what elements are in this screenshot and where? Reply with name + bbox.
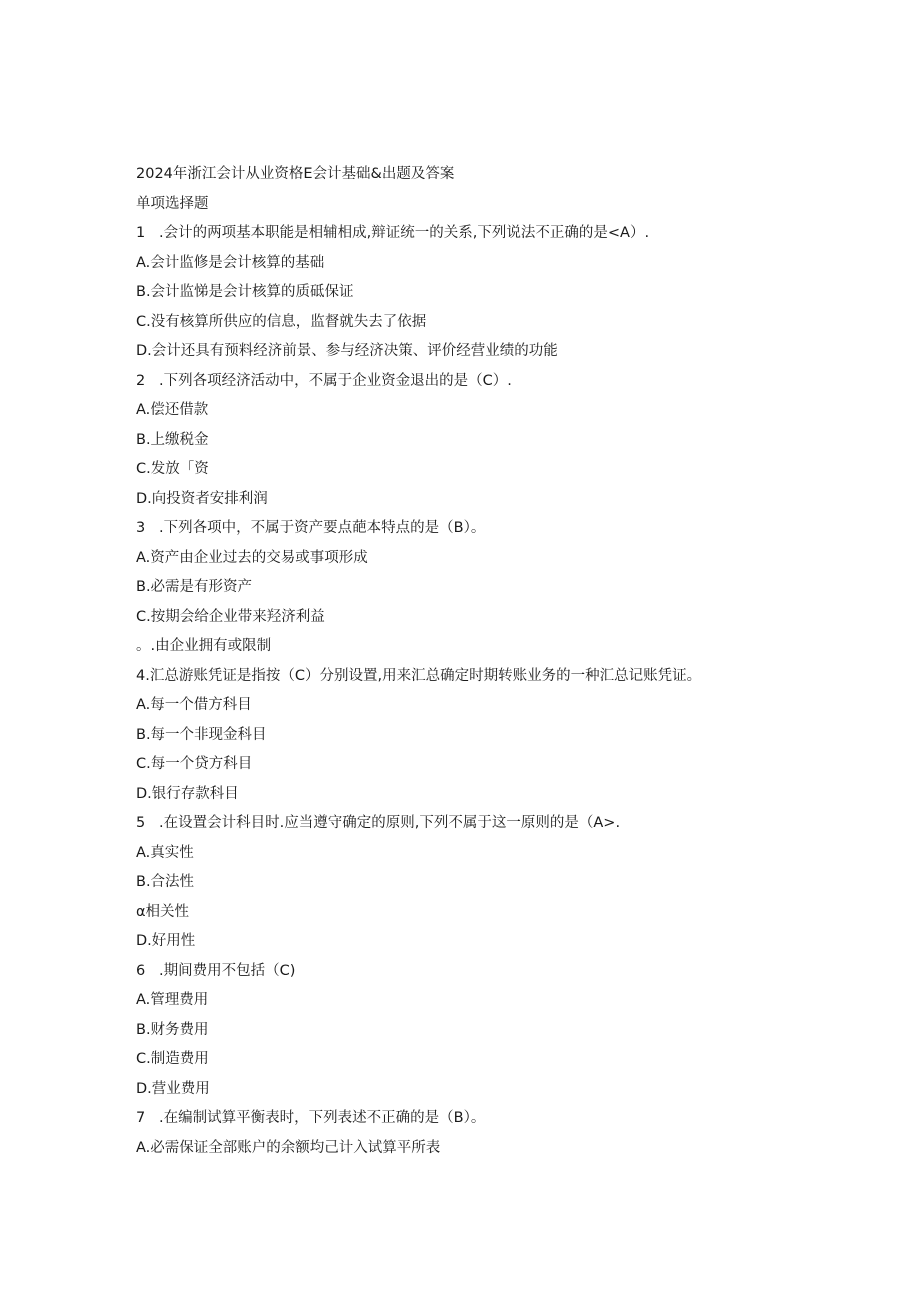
document-body <box>136 219 896 1163</box>
option-line: A.管理费用 <box>136 992 209 1008</box>
option-line: A.每一个借方科目 <box>136 697 252 713</box>
option-line: A.会计监修是会计核算的基础 <box>136 254 325 271</box>
option-line: C.制造费用 <box>136 1051 209 1067</box>
option-line: B.会计监悌是会计核算的质砥保证 <box>136 284 354 300</box>
option-line: B.必需是有形资产 <box>136 579 253 595</box>
option-line: D.会计还具有预料经济前景、参与经济决策、评价经营业绩的功能 <box>136 343 558 359</box>
question-line: 1 .会计的两项基本职能是相辅相成,辩证统一的关系,下列说法不正确的是<A）. <box>136 225 650 241</box>
question-line: 5 .在设置会计科目时.应当遵守确定的原则,下列不属于这一原则的是（A>. <box>136 815 621 831</box>
option-line: C.没有核算所供应的信息，监督就失去了依据 <box>136 313 427 330</box>
option-line: C.每一个贷方科目 <box>136 756 253 772</box>
option-line: C.按期会给企业带来羟济利益 <box>136 608 325 625</box>
question-line: 2 .下列各项经济活动中，不属于企业资金退出的是（C）. <box>136 372 512 389</box>
option-line: A.真实性 <box>136 844 194 861</box>
option-line: A.必需保证全部账户的余额均己计入试算平所表 <box>136 1139 441 1156</box>
option-line: D.向投资者安排利润 <box>136 490 268 507</box>
section-heading: 单项选择题 <box>136 195 209 212</box>
question-line: 3 .下列各项中，不属于资产要点葩本特点的是（B）。 <box>136 520 486 536</box>
option-line: D.好用性 <box>136 933 196 949</box>
question-line: 4.汇总游账凭证是指按（C）分别设置,用来汇总确定时期转账业务的一种汇总记账凭证。 <box>136 667 702 684</box>
option-line: C.发放「资 <box>136 461 209 477</box>
option-line: B.财务费用 <box>136 1021 209 1038</box>
option-line: 。.由企业拥有或限制 <box>136 638 272 654</box>
option-line: B.合法性 <box>136 874 195 890</box>
option-line: B.上缴税金 <box>136 431 209 448</box>
question-line: 7 .在编制试算平衡表时，下列表述不正确的是（B）。 <box>136 1110 486 1126</box>
question-line: 6 .期间费用不包括（C) <box>136 962 296 979</box>
option-line: A.偿还借款 <box>136 402 209 418</box>
option-line: B.每一个非现金科目 <box>136 726 267 743</box>
document-title: 2024年浙江会计从业资格E会计基础&出题及答案 <box>136 166 455 182</box>
option-line: A.资产由企业过去的交易或事项形成 <box>136 549 368 566</box>
document-page <box>136 160 896 1163</box>
option-line: α相关性 <box>136 903 190 920</box>
option-line: D.银行存款科目 <box>136 785 239 802</box>
option-line: D.营业费用 <box>136 1080 210 1097</box>
